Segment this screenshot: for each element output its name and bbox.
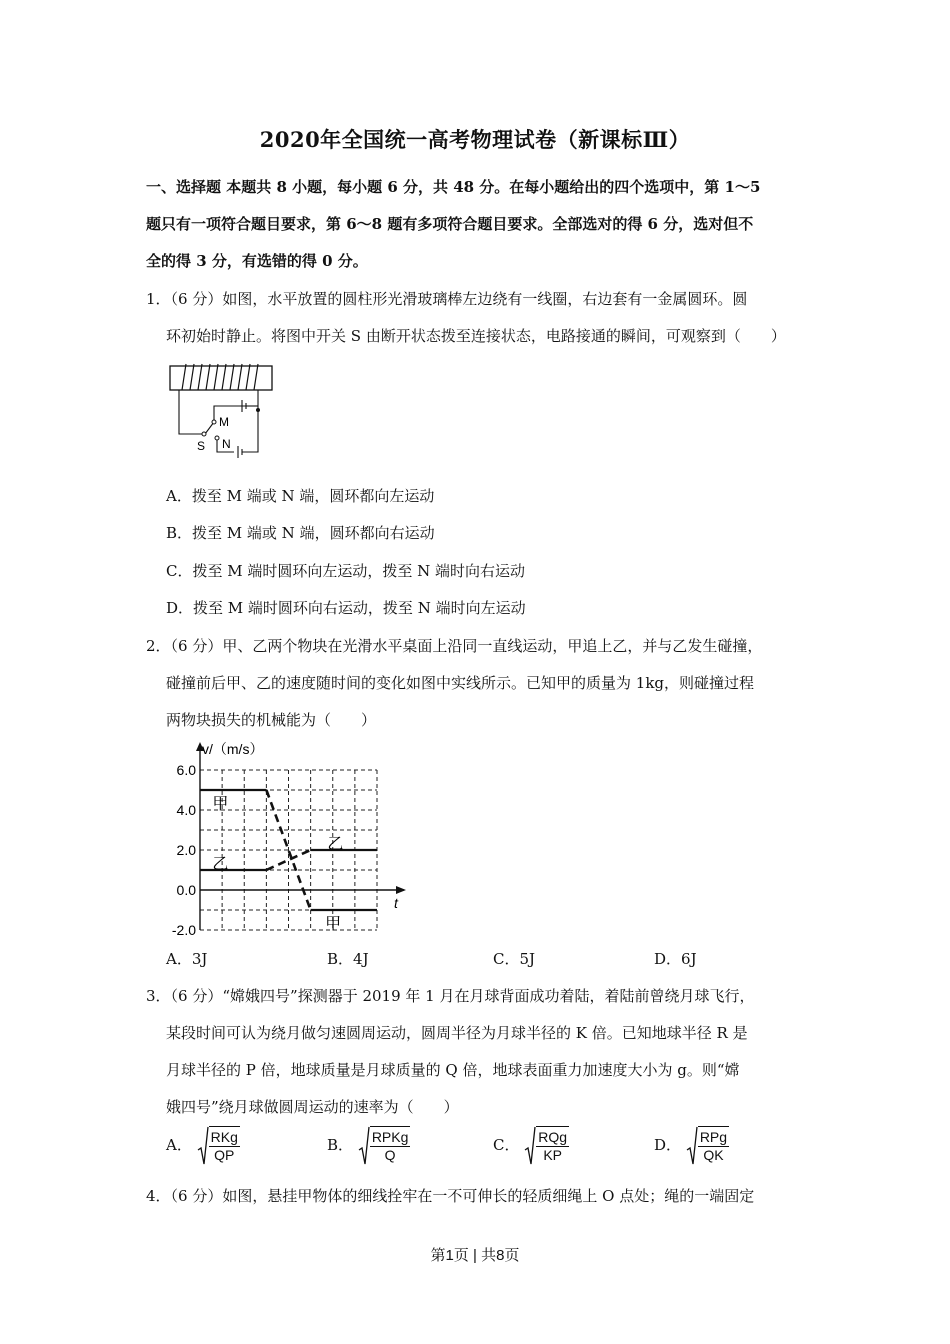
section-line-3: 全的得 3 分，有选错的得 0 分。 — [146, 252, 368, 270]
q4-line-1: 4．（6 分）如图，悬挂甲物体的细线拴牢在一不可伸长的轻质细绳上 O 点处；绳的一端固定 — [146, 1187, 755, 1205]
option-label: B． — [327, 1136, 354, 1154]
series-label: 乙 — [212, 856, 229, 873]
option-label: C． — [493, 1136, 520, 1154]
q1-line-1: 1．（6 分）如图，水平放置的圆柱形光滑玻璃棒左边绕有一线圈，右边套有一金属圆环。圆 — [146, 290, 748, 308]
series-label: 甲 — [325, 916, 342, 933]
y-tick-label: 4.0 — [176, 802, 196, 818]
denominator: Q — [384, 1147, 396, 1163]
q3-line-2: 某段时间可认为绕月做匀速圆周运动，圆周半径为月球半径的 K 倍。已知地球半径 R 是 — [166, 1024, 748, 1042]
q1-line-2: 环初始时静止。将图中开关 S 由断开状态拨至连接状态，电路接通的瞬间，可观察到（ ） — [166, 327, 786, 345]
x-axis-label: t — [394, 895, 398, 911]
section-line-1: 一、选择题 本题共 8 小题，每小题 6 分，共 48 分。在每小题给出的四个选项中，第 1～5 — [146, 178, 761, 196]
page-title: 2020年全国统一高考物理试卷（新课标Ⅲ） — [259, 127, 691, 152]
y-tick-label: -2.0 — [171, 922, 196, 938]
q3-line-4: 娥四号”绕月球做圆周运动的速率为（ ） — [166, 1098, 459, 1116]
label-s: S — [197, 439, 206, 453]
q2-velocity-time-chart — [160, 738, 420, 938]
radical-sign — [358, 1126, 370, 1166]
q2-option-b[interactable]: B．4J — [327, 950, 369, 968]
q2-option-a[interactable]: A．3J — [166, 950, 208, 968]
q2-line-3: 两物块损失的机械能为（ ） — [166, 711, 377, 729]
y-tick-label: 6.0 — [176, 762, 196, 778]
denominator: QK — [703, 1147, 724, 1163]
sqrt-expression — [524, 1126, 569, 1166]
y-tick-label: 0.0 — [176, 882, 196, 898]
sqrt-expression — [686, 1126, 729, 1166]
radical-sign — [524, 1126, 536, 1166]
q2-option-c[interactable]: C．5J — [493, 950, 536, 968]
q2-line-1: 2．（6 分）甲、乙两个物块在光滑水平桌面上沿同一直线运动，甲追上乙，并与乙发生碰撞， — [146, 637, 763, 655]
page-footer: 第1页 | 共8页 — [430, 1247, 520, 1264]
series-label: 乙 — [327, 836, 344, 853]
radical-sign — [686, 1126, 698, 1166]
y-tick-label: 2.0 — [176, 842, 196, 858]
q3-option-d[interactable] — [654, 1126, 729, 1166]
numerator: RPg — [699, 1129, 728, 1145]
label-n: N — [222, 437, 231, 451]
q2-line-2: 碰撞前后甲、乙的速度随时间的变化如图中实线所示。已知甲的质量为 1kg，则碰撞过程 — [166, 674, 755, 692]
sqrt-expression — [358, 1126, 411, 1166]
q1-option-c[interactable]: C．拨至 M 端时圆环向左运动，拨至 N 端时向右运动 — [166, 562, 526, 580]
series-label: 甲 — [212, 796, 229, 813]
q3-option-c[interactable] — [493, 1126, 569, 1166]
numerator: RKg — [210, 1129, 238, 1145]
x-axis-arrow — [396, 886, 406, 894]
label-m: M — [219, 415, 229, 429]
section-line-2: 题只有一项符合题目要求，第 6～8 题有多项符合题目要求。全部选对的得 6 分，选对但不 — [146, 215, 754, 233]
q1-option-b[interactable]: B．拨至 M 端或 N 端，圆环都向右运动 — [166, 524, 435, 542]
sqrt-expression — [197, 1126, 240, 1166]
q3-line-1: 3．（6 分）“嫦娥四号”探测器于 2019 年 1 月在月球背面成功着陆，着陆前曾绕月球飞行， — [146, 987, 755, 1005]
y-axis-label: v/（m/s） — [202, 741, 264, 757]
q2-option-d[interactable]: D．6J — [654, 950, 697, 968]
q3-option-a[interactable] — [166, 1126, 240, 1166]
option-label: A． — [166, 1136, 192, 1154]
radical-sign — [197, 1126, 209, 1166]
denominator: QP — [214, 1147, 235, 1163]
q1-option-d[interactable]: D．拨至 M 端时圆环向右运动，拨至 N 端时向左运动 — [166, 599, 526, 617]
option-label: D． — [654, 1136, 682, 1154]
numerator: RQg — [538, 1129, 568, 1145]
q1-circuit-figure — [162, 362, 282, 462]
denominator: KP — [543, 1147, 562, 1163]
q1-option-a[interactable]: A．拨至 M 端或 N 端，圆环都向左运动 — [166, 487, 435, 505]
q3-option-b[interactable] — [327, 1126, 410, 1166]
numerator: RPKg — [371, 1129, 409, 1145]
q3-line-3: 月球半径的 P 倍，地球质量是月球质量的 Q 倍，地球表面重力加速度大小为 g。则“嫦 — [166, 1061, 740, 1079]
